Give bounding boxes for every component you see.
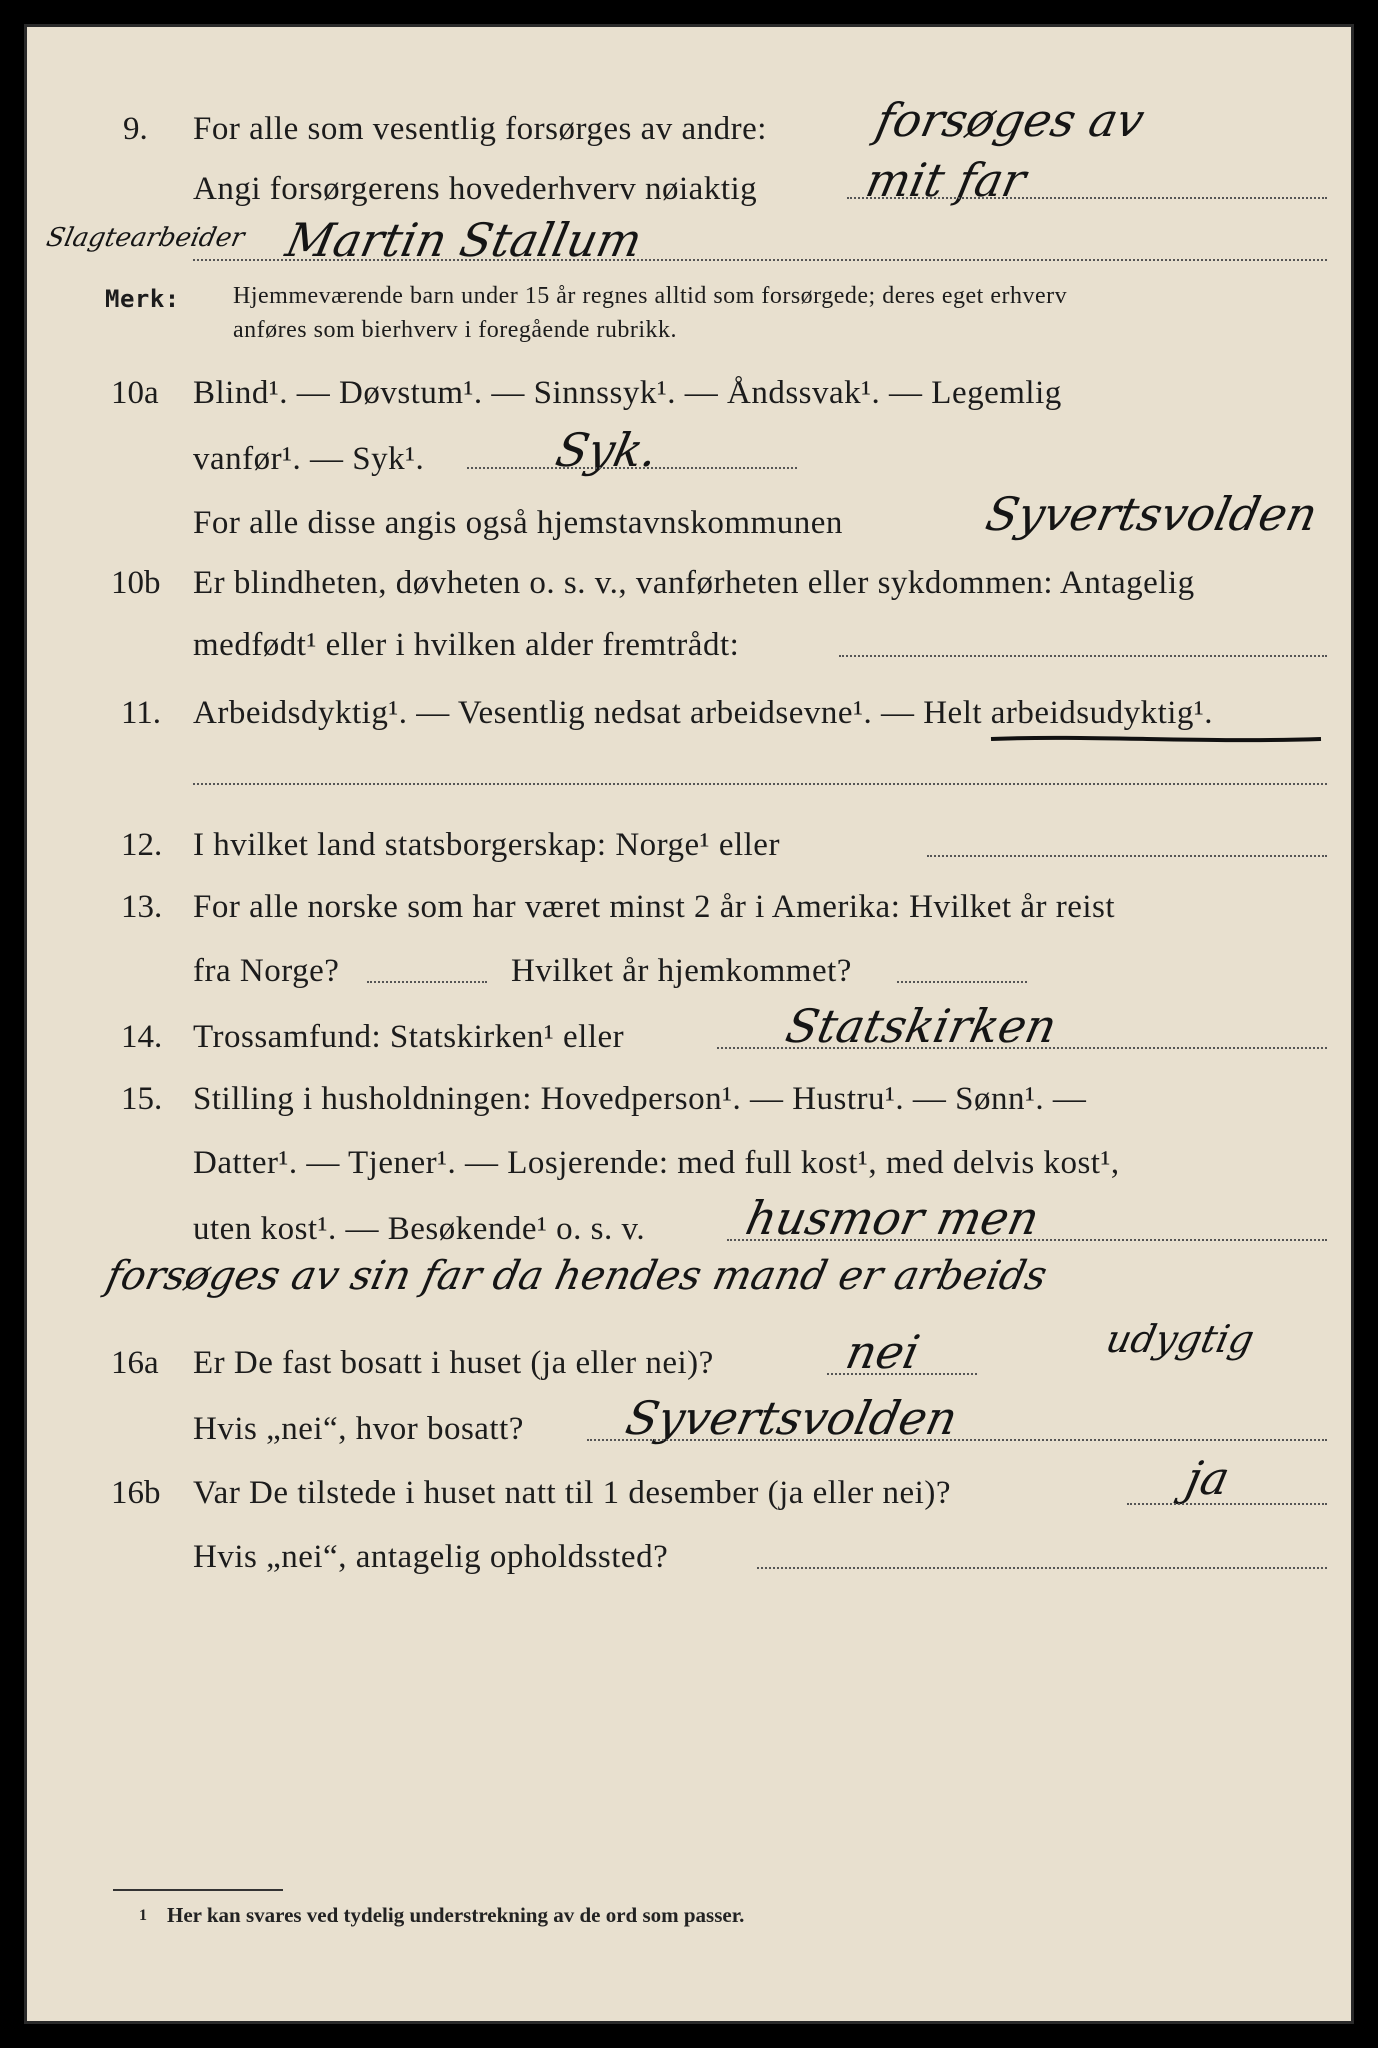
q14-number: 14. bbox=[121, 1019, 163, 1055]
q15-line2: Datter¹. — Tjener¹. — Losjerende: med full kost¹, med delvis kost¹, bbox=[193, 1145, 1120, 1181]
q14-line1: Trossamfund: Statskirken¹ eller bbox=[193, 1019, 625, 1055]
q14-dots bbox=[717, 1047, 1327, 1049]
q13-line2a: fra Norge? bbox=[193, 953, 340, 989]
q10b-number: 10b bbox=[111, 565, 161, 601]
q15-line3-dots bbox=[727, 1239, 1327, 1241]
q16b-line1-dots bbox=[1127, 1503, 1327, 1505]
q9-line3-dots bbox=[193, 259, 1327, 261]
q12-line1: I hvilket land statsborgerskap: Norge¹ eller bbox=[193, 827, 780, 863]
q13-dots-a bbox=[367, 981, 487, 983]
q16a-handwritten-1: nei bbox=[841, 1325, 925, 1379]
q15-line3: uten kost¹. — Besøkende¹ o. s. v. bbox=[193, 1211, 646, 1247]
q9-handwritten-1: forsøges av bbox=[871, 93, 1150, 147]
q11-blank-line bbox=[193, 783, 1327, 785]
census-form-page bbox=[24, 24, 1354, 2024]
q11-number: 11. bbox=[121, 695, 162, 731]
q9-handwritten-2: mit far bbox=[861, 153, 1031, 207]
q13-number: 13. bbox=[121, 889, 163, 925]
footnote-text: Her kan svares ved tydelig understrekning av de ord som passer. bbox=[167, 1903, 745, 1927]
q10b-line2-dots bbox=[839, 655, 1327, 657]
q9-line1: For alle som vesentlig forsørges av andre: bbox=[193, 111, 767, 147]
q16a-line1: Er De fast bosatt i huset (ja eller nei)? bbox=[193, 1345, 714, 1381]
q11-line1: Arbeidsdyktig¹. — Vesentlig nedsat arbeidsevne¹. — Helt arbeidsudyktig¹. bbox=[193, 695, 1214, 731]
q9-line2: Angi forsørgerens hovederhverv nøiaktig bbox=[193, 171, 758, 207]
q16a-number: 16a bbox=[111, 1345, 159, 1381]
q16b-line2-dots bbox=[757, 1567, 1327, 1569]
q15-handwritten-2: forsøges av sin far da hendes mand er arbeids bbox=[102, 1253, 1051, 1299]
q16b-handwritten-1: ja bbox=[1181, 1451, 1235, 1505]
q16a-line2: Hvis „nei“, hvor bosatt? bbox=[193, 1411, 524, 1447]
q13-dots-b bbox=[897, 981, 1027, 983]
q10a-line1: Blind¹. — Døvstum¹. — Sinnssyk¹. — Åndssvak¹. — Legemlig bbox=[193, 375, 1062, 411]
q12-number: 12. bbox=[121, 827, 163, 863]
q10b-line2: medfødt¹ eller i hvilken alder fremtrådt: bbox=[193, 627, 740, 663]
q10a-line2: vanfør¹. — Syk¹. bbox=[193, 441, 425, 477]
q15-handwritten-1: husmor men bbox=[741, 1191, 1045, 1245]
q10b-line1: Er blindheten, døvheten o. s. v., vanførheten eller sykdommen: Antagelig bbox=[193, 565, 1195, 601]
q10a-number: 10a bbox=[111, 375, 159, 411]
q10a-line2-dots bbox=[467, 467, 797, 469]
merk-label: Merk: bbox=[105, 285, 180, 313]
q16a-handwritten-2: Syvertsvolden bbox=[621, 1391, 963, 1445]
q15-line1: Stilling i husholdningen: Hovedperson¹. — Hustru¹. — Sønn¹. — bbox=[193, 1081, 1087, 1117]
footnote-mark: 1 bbox=[139, 1907, 147, 1924]
q16a-line2-dots bbox=[587, 1439, 1327, 1441]
q13-line2b: Hvilket år hjemkommet? bbox=[511, 953, 852, 989]
footnote-rule bbox=[113, 1889, 283, 1891]
q9-handwritten-prefix: Slagtearbeider bbox=[43, 223, 248, 253]
q14-handwritten-1: Statskirken bbox=[781, 999, 1062, 1053]
q16b-line1: Var De tilstede i huset natt til 1 desember (ja eller nei)? bbox=[193, 1475, 951, 1511]
q15-handwritten-3: udygtig bbox=[1102, 1317, 1259, 1361]
q16b-number: 16b bbox=[111, 1475, 161, 1511]
merk-line1: Hjemmeværende barn under 15 år regnes alltid som forsørgede; deres eget erhverv bbox=[233, 283, 1068, 309]
merk-line2: anføres som bierhverv i foregående rubrikk. bbox=[233, 317, 678, 343]
q9-line2-dots bbox=[847, 197, 1327, 199]
q10a-line3: For alle disse angis også hjemstavnskommunen bbox=[193, 505, 843, 541]
q9-number: 9. bbox=[123, 111, 148, 147]
q9-handwritten-3: Martin Stallum bbox=[281, 213, 647, 267]
q10a-handwritten-1: Syk. bbox=[551, 423, 663, 477]
q16b-line2: Hvis „nei“, antagelig opholdssted? bbox=[193, 1539, 669, 1575]
q15-number: 15. bbox=[121, 1081, 163, 1117]
q16a-line1-dots bbox=[827, 1373, 977, 1375]
q13-line1: For alle norske som har været minst 2 år i Amerika: Hvilket år reist bbox=[193, 889, 1116, 925]
q10a-handwritten-2: Syvertsvolden bbox=[981, 487, 1323, 541]
q12-dots bbox=[927, 855, 1327, 857]
q11-underline-stroke bbox=[987, 731, 1327, 747]
